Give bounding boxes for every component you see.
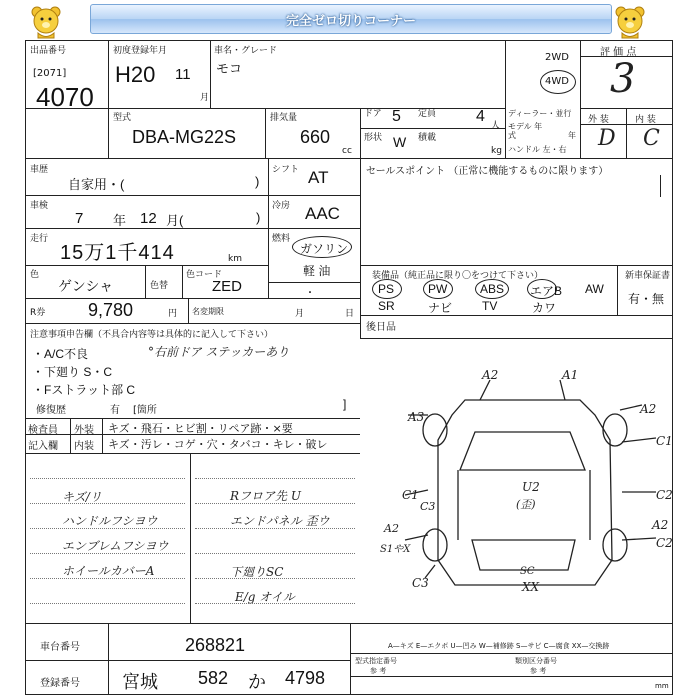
lot-number: 4070 bbox=[36, 82, 94, 112]
drive-2wd: 2WD bbox=[545, 52, 569, 63]
windshield bbox=[460, 432, 585, 470]
first-reg-label: 初度登録年月 bbox=[113, 46, 168, 56]
chassis-value: 268821 bbox=[185, 635, 246, 655]
mark-right-c2: C2 bbox=[656, 488, 673, 502]
inspector-int-label: 内装 bbox=[74, 441, 94, 452]
plate-area: 宮城 bbox=[122, 672, 158, 692]
shift-label: シフト bbox=[272, 165, 300, 175]
color-label: 色 bbox=[30, 270, 40, 280]
fuel-dot: ・ bbox=[305, 288, 315, 299]
bear-mascot-right-icon bbox=[612, 4, 648, 40]
ref2-label: 参 考 bbox=[530, 667, 547, 675]
first-reg-year: H20 bbox=[115, 62, 156, 87]
remark-left-4: ホイールカバーA bbox=[62, 564, 155, 578]
mark-right-a2: A2 bbox=[652, 518, 669, 532]
expiry-month-unit: 月 bbox=[295, 309, 305, 319]
plate-label: 登録番号 bbox=[40, 678, 80, 689]
repair-label: 修復歴 bbox=[36, 405, 66, 416]
doors-value: 5 bbox=[392, 108, 401, 125]
capacity-label: 定員 bbox=[418, 109, 437, 119]
model-label: 型式 bbox=[113, 113, 132, 123]
capacity-unit: 人 bbox=[491, 121, 501, 131]
plate-number: 4798 bbox=[285, 668, 326, 688]
shift-value: AT bbox=[308, 168, 329, 187]
color-code-value: ZED bbox=[212, 278, 242, 295]
color-change-label: 色替 bbox=[150, 281, 169, 291]
inspector-label-2: 記入欄 bbox=[28, 441, 58, 452]
remark-left-2: ハンドルフシヨウ bbox=[62, 514, 158, 528]
mark-front-a2: A2 bbox=[482, 368, 499, 382]
displacement-label: 排気量 bbox=[270, 113, 298, 123]
equip-leather: カワ bbox=[532, 301, 557, 315]
car-name-value: モコ bbox=[216, 61, 243, 76]
expiry-label: 名変期限 bbox=[192, 307, 224, 316]
color-value: ゲンシャ bbox=[58, 278, 114, 294]
inspector-ext-values: キズ・飛石・ヒビ割・リペア跡・×要 bbox=[108, 422, 293, 435]
ref-label: 参 考 bbox=[370, 667, 387, 675]
remark-left-1: キズ/リ bbox=[62, 490, 102, 504]
damage-legend: A—キズ E—エクボ U—凹み W—補修跡 S—サビ C—腐食 XX—交換跡 bbox=[388, 642, 610, 650]
remark-right-4: E/g オイル bbox=[235, 590, 295, 604]
fuel-label: 燃料 bbox=[272, 234, 291, 244]
wheel-rear-left bbox=[423, 529, 447, 561]
load-unit: kg bbox=[491, 146, 502, 156]
equip-ps: PS bbox=[378, 282, 395, 296]
wheel-rear-right bbox=[603, 529, 627, 561]
mark-left-c3: C3 bbox=[420, 500, 436, 513]
remark-right-3: 下廻りSC bbox=[230, 565, 284, 579]
shape-value: W bbox=[393, 134, 407, 150]
recycle-unit: 円 bbox=[168, 309, 178, 319]
recycle-value: 9,780 bbox=[88, 300, 134, 320]
mark-center-xx: XX bbox=[522, 580, 540, 594]
inspector-ext-label: 外装 bbox=[74, 425, 94, 436]
capacity-value: 4 bbox=[476, 108, 485, 125]
mark-center-distort: (歪) bbox=[516, 498, 536, 511]
model-year-unit: 年 bbox=[568, 131, 576, 140]
load-label: 積載 bbox=[418, 133, 437, 143]
score-ext-label: 外 装 bbox=[588, 115, 609, 125]
rear-seat-label: 後日品 bbox=[366, 322, 396, 333]
mark-left-s1: S1やX bbox=[380, 544, 411, 555]
equip-abs: ABS bbox=[480, 282, 505, 296]
warranty-label: 新車保証書 bbox=[625, 271, 671, 281]
inspection-label: 車検 bbox=[30, 201, 49, 211]
notes-line-2: ・下廻り S・C bbox=[32, 365, 113, 379]
color-code-label: 色コード bbox=[186, 270, 223, 280]
equip-airbag: エアB bbox=[530, 284, 563, 298]
history-close: ) bbox=[255, 174, 260, 189]
mark-right-c1: C1 bbox=[656, 434, 673, 448]
warranty-value: 有・無 bbox=[628, 292, 665, 306]
equipment-label: 装備品（純正品に限り〇をつけて下さい） bbox=[372, 271, 544, 281]
aircon-label: 冷房 bbox=[272, 201, 291, 211]
score-value: 3 bbox=[610, 56, 636, 102]
plate-class: 582 bbox=[198, 668, 229, 688]
mark-left-a2: A2 bbox=[384, 522, 399, 535]
mark-left-c1: C1 bbox=[402, 488, 419, 502]
plate-kana: か bbox=[248, 672, 266, 692]
model-value: DBA-MG22S bbox=[132, 127, 237, 147]
inspection-close: ) bbox=[256, 210, 261, 225]
inspector-label-1: 検査員 bbox=[28, 425, 58, 436]
mark-bottom-c3: C3 bbox=[412, 576, 429, 590]
notes-hand-note: °右前ドア ステッカーあり bbox=[148, 345, 290, 359]
history-value: 自家用・( bbox=[68, 177, 125, 192]
drive-4wd: 4WD bbox=[545, 76, 569, 87]
equip-sr: SR bbox=[378, 299, 395, 313]
remark-right-2: エンドパネル 歪ウ bbox=[230, 514, 330, 528]
mark-left-a3: A3 bbox=[408, 410, 425, 424]
repair-suffix: [箇所 bbox=[133, 405, 157, 416]
equip-aw: AW bbox=[585, 282, 604, 296]
mark-center-sc: SC bbox=[520, 566, 535, 577]
mark-front-a1: A1 bbox=[562, 368, 579, 382]
score-int-label: 内 装 bbox=[635, 115, 656, 125]
mileage-unit: km bbox=[228, 254, 242, 264]
notes-line-1: ・A/C不良 bbox=[32, 347, 89, 361]
first-reg-month-unit: 月 bbox=[200, 93, 210, 103]
history-label: 車歴 bbox=[30, 165, 49, 175]
model-year-label: モデル 年式 bbox=[508, 122, 543, 140]
expiry-day-unit: 日 bbox=[345, 309, 355, 319]
aircon-value: AAC bbox=[305, 204, 340, 223]
handle-label: ハンドル 左・右 bbox=[508, 145, 567, 154]
sales-points-label: セールスポイント （正常に機能するものに限ります） bbox=[366, 166, 609, 177]
equip-tv: TV bbox=[482, 299, 498, 313]
mm-label: mm bbox=[655, 682, 669, 690]
score-ext-value: D bbox=[598, 126, 616, 151]
car-name-label: 車名・グレード bbox=[214, 46, 278, 56]
fuel-diesel: 軽 油 bbox=[303, 264, 331, 278]
equip-pw: PW bbox=[428, 282, 448, 296]
remark-left-3: エンブレムフシヨウ bbox=[62, 539, 169, 553]
displacement-unit: cc bbox=[342, 146, 352, 156]
chassis-label: 車台番号 bbox=[40, 642, 80, 653]
header-title: 完全ゼロ切りコーナー bbox=[90, 4, 612, 34]
mark-right-a2-top: A2 bbox=[640, 402, 657, 416]
bear-mascot-left-icon bbox=[28, 4, 64, 40]
mileage-value: 15万1千414 bbox=[60, 242, 175, 264]
shape-label: 形状 bbox=[364, 133, 383, 143]
inspection-month: 12 bbox=[140, 210, 157, 227]
notes-label: 注意事項申告欄（不具合内容等は具体的に記入して下さい） bbox=[30, 330, 274, 340]
fuel-gasoline: ガソリン bbox=[300, 242, 349, 256]
mileage-label: 走行 bbox=[30, 234, 49, 244]
lot-label: 出品番号 bbox=[30, 46, 67, 56]
dealer-label: ディーラー・並行 bbox=[508, 109, 572, 118]
first-reg-month: 11 bbox=[175, 66, 191, 83]
type-no-label: 型式指定番号 bbox=[355, 657, 397, 665]
inspection-year: 7 bbox=[75, 210, 84, 227]
score-label: 評 価 点 bbox=[600, 47, 637, 58]
doors-label: ドア bbox=[364, 109, 382, 119]
inspector-int-values: キズ・汚レ・コゲ・穴・タバコ・キレ・破レ bbox=[108, 438, 328, 451]
remark-right-1: Rフロア先 U bbox=[230, 489, 301, 503]
recycle-label: R券 bbox=[30, 308, 46, 318]
mark-center-u2: U2 bbox=[522, 480, 540, 494]
score-int-value: C bbox=[643, 126, 660, 151]
mark-right-c2-lower: C2 bbox=[656, 536, 673, 550]
displacement-value: 660 bbox=[300, 127, 331, 147]
lot-code: [2071] bbox=[33, 68, 67, 79]
notes-line-3: ・Fストラット部 C bbox=[32, 383, 136, 397]
repair-value: 有 bbox=[110, 405, 120, 416]
class-no-label: 類別区分番号 bbox=[515, 657, 557, 665]
inspection-year-unit: 年 bbox=[113, 213, 127, 228]
equip-navi: ナビ bbox=[428, 301, 453, 315]
inspection-month-unit: 月( bbox=[166, 213, 184, 228]
fuel-circle-mark bbox=[292, 236, 352, 258]
